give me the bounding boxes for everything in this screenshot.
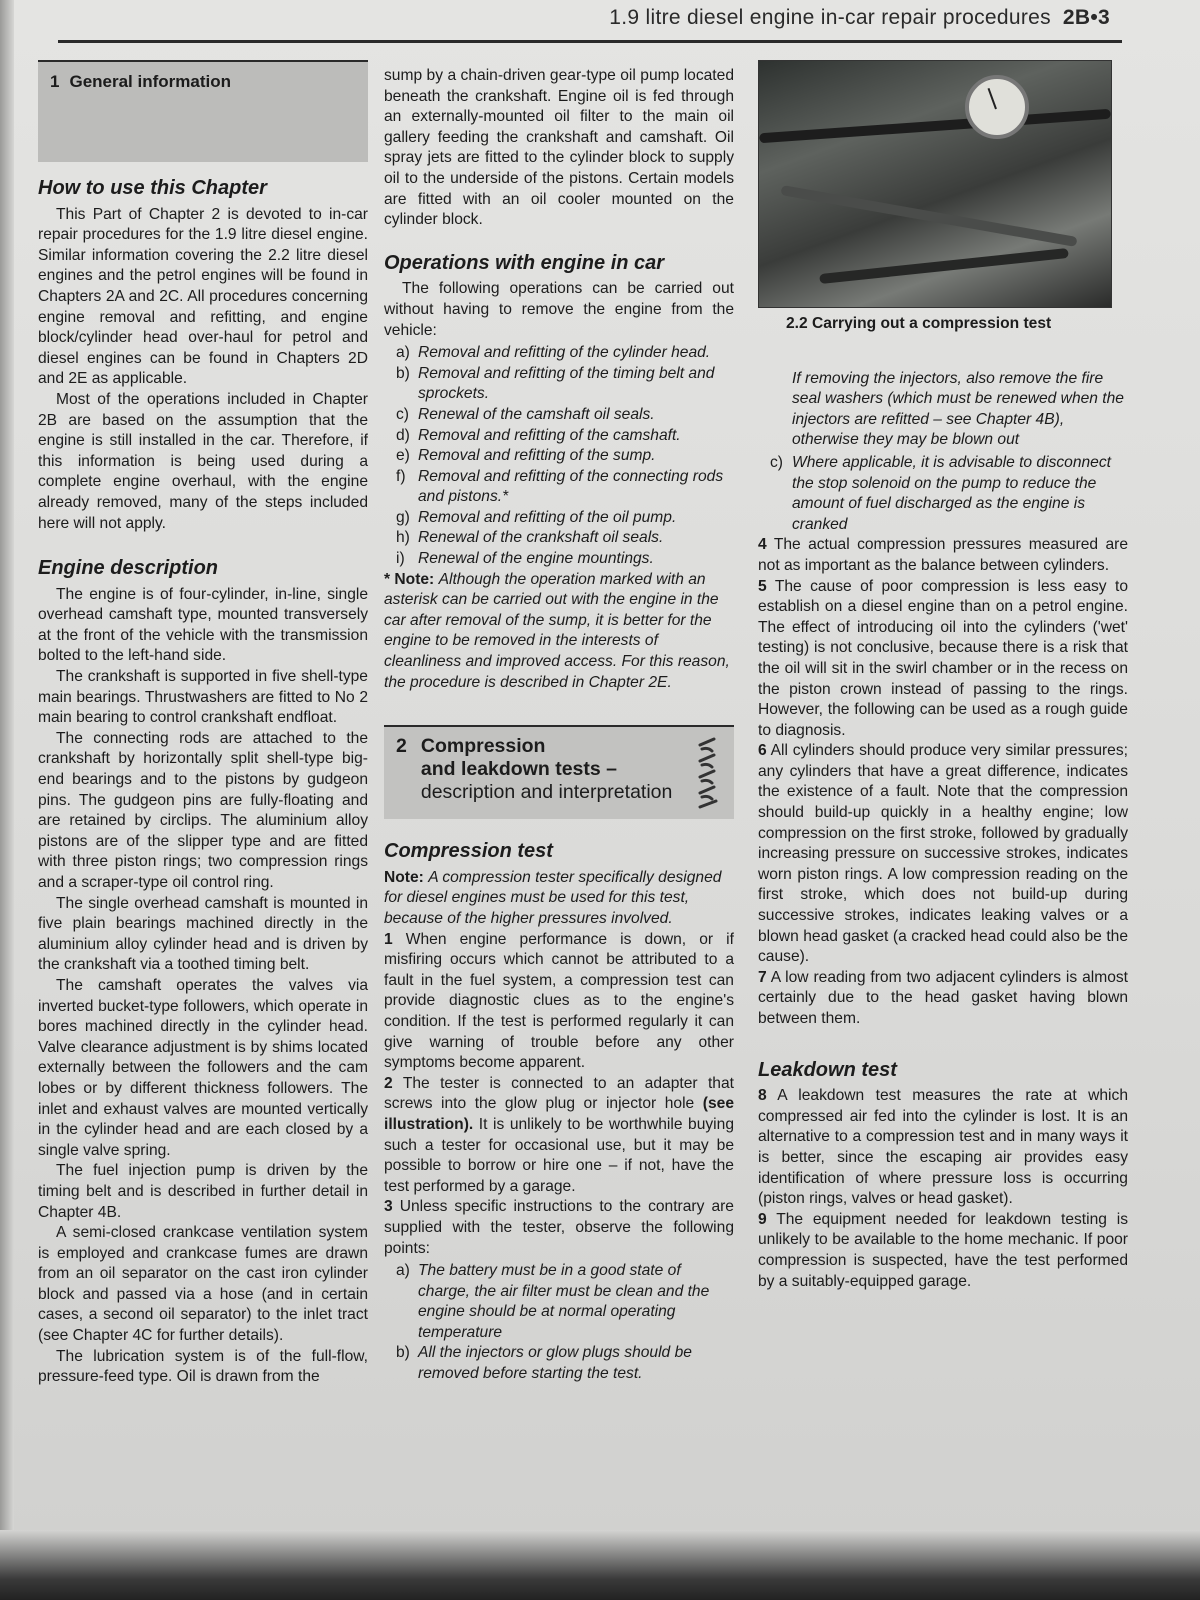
engine-description-paragraph: The camshaft operates the valves via inverted bucket-type followers, which operate in bores machined directly in the cylinder head. Valve clearance adjustment is by shims located externally between the followers and the cam lobes or by different thickness followers. The inlet and exhaust valves are mounted vertically in the cylinder head and are each closed by a single valve spring. — [38, 976, 368, 1159]
engine-description-paragraph: The crankshaft is supported in five shell-type main bearings. Thrustwashers are fitted to No 2 main bearing to control crankshaft endfloat. — [38, 668, 368, 727]
list-item: c) Where applicable, it is advisable to disconnect the stop solenoid on the pump to reduce the amount of fuel discharged as the engine is cranked — [770, 453, 1111, 533]
section-1-box — [38, 60, 368, 162]
engine-description-heading: Engine description — [38, 557, 219, 580]
numbered-paragraph: 3 Unless specific instructions to the contrary are supplied with the tester, observe the following points: — [384, 1198, 734, 1257]
how-to-use-paragraph: This Part of Chapter 2 is devoted to in-car repair procedures for the 1.9 litre diesel engine. Similar information covering the 2.2 litre diesel engines and the petrol engines will be found in Chapters 2A and 2C. All procedures concerning engine removal and refitting, and engine block/cylinder head over-haul for petrol and diesel engines can be found in Chapters 2D and 2E as applicable. — [38, 205, 368, 388]
list-item: g) Removal and refitting of the oil pump. — [396, 508, 677, 526]
running-head — [609, 6, 1110, 30]
list-item: d) Removal and refitting of the camshaft. — [396, 426, 681, 444]
how-to-use-heading: How to use this Chapter — [38, 177, 267, 199]
engine-description-paragraph: The lubrication system is of the full-flow, pressure-feed type. Oil is drawn from the — [38, 1347, 368, 1386]
operations-list — [384, 343, 734, 570]
note-label: Note: — [384, 868, 424, 886]
illustration-ref: (see illustration). — [384, 1095, 734, 1133]
list-item: h) Renewal of the crankshaft oil seals. — [396, 529, 664, 547]
section-2-title-line: description and interpretation — [420, 781, 673, 804]
list-item: e) Removal and refitting of the sump. — [396, 447, 656, 465]
pressure-gauge-icon — [965, 75, 1029, 139]
photo-hose — [759, 109, 1111, 144]
page-binding-shadow — [0, 0, 14, 1600]
numbered-paragraph: 2 The tester is connected to an adapter that screws into the glow plug or injector hole (see illustration). It is unlikely to be worthwhile buying such a tester for occasional use, but it may be possible to borrow or hire one – if not, have the test performed by a garage. — [384, 1074, 734, 1195]
compression-test-photo — [758, 60, 1112, 308]
page-bottom-shadow — [0, 1530, 1200, 1600]
section-2-box — [384, 725, 734, 819]
numbered-paragraph: 1 When engine performance is down, or if misfiring occurs which cannot be attributed to a fault in the fuel system, a compression test can provide diagnostic clues as to the engine's condition. If the test is performed regularly it can give warning of trouble before any other symptoms become apparent. — [384, 930, 734, 1072]
note-text: A compression tester specifically designed for diesel engines must be used for this test, because of the higher pressures involved. — [384, 868, 722, 927]
engine-description-paragraph: The single overhead camshaft is mounted in five plain bearings machined directly in the aluminium alloy cylinder head and is driven by the crankshaft via a toothed timing belt. — [38, 894, 368, 974]
engine-description-paragraph: A semi-closed crankcase ventilation system is employed and crankcase fumes are drawn from an oil separator on the cast iron cylinder block and passed via a hose (and in certain cases, a second oil separator) to the inlet tract (see Chapter 4C for further details). — [38, 1224, 368, 1345]
test-points-list — [384, 1261, 734, 1385]
note-label: * Note: — [384, 570, 435, 588]
engine-description-paragraph: The connecting rods are attached to the crankshaft by horizontally split shell-type big-end bearings and to the pistons by gudgeon pins. The gudgeon pins are fully-floating and are retained by circlips. The aluminium alloy pistons are of the slipper type and are fitted with three piston rings; two compression rings and a scraper-type oil control ring. — [38, 729, 368, 891]
numbered-paragraph: 7 A low reading from two adjacent cylinders is almost certainly due to the head gasket having blown between them. — [758, 968, 1128, 1027]
section-1-title: General information — [69, 72, 231, 91]
operations-note — [384, 570, 734, 694]
section-2-title-line: Compression — [420, 735, 546, 758]
operations-intro: The following operations can be carried out without having to remove the engine from the vehicle: — [384, 280, 734, 339]
numbered-paragraph: 6 All cylinders should produce very similar pressures; any cylinders that have a great difference, indicates the existence of a fault. Note that the compression should build-up quickly in a healthy engine; low compression on the first stroke, followed by gradually increasing pressure on successive strokes, indicates worn piston rings. A low compression reading on the first stroke, which does not build-up during successive strokes, indicates leaking valves or a blown head gasket (a cracked head could also be the cause). — [758, 742, 1128, 966]
running-head-title: 1.9 litre diesel engine in-car repair procedures — [609, 6, 1051, 29]
list-item-continued: If removing the injectors, also remove the fire seal washers (which must be renewed when the injectors are refitted – see Chapter 4B), otherwise they may be blown out — [792, 369, 1124, 449]
note-text: Although the operation marked with an asterisk can be carried out with the engine in the car after removal of the sump, it is better for the engine to be removed in the interests of cleanliness and improved access. For this reason, the procedure is described in Chapter 2E. — [384, 570, 730, 691]
list-item: b) Removal and refitting of the timing belt and sprockets. — [396, 364, 715, 403]
section-2-title-line: and leakdown tests – — [420, 758, 618, 781]
photo-caption: 2.2 Carrying out a compression test — [786, 315, 1052, 332]
column-2 — [384, 66, 734, 1385]
numbered-paragraph: 9 The equipment needed for leakdown testing is unlikely to be available to the home mechanic. If poor compression is suspected, have the test performed by a suitably-equipped garage. — [758, 1210, 1128, 1290]
section-2-number: 2 — [396, 735, 407, 758]
numbered-paragraph: 5 The cause of poor compression is less easy to establish on a diesel engine than on a petrol engine. The effect of introducing oil into the cylinders ('wet' testing) is not conclusive, because there is a risk that the oil will sit in the swirl chamber or in the recess on the piston crown instead of passing to the rings. However, the following can be used as a rough guide to diagnosis. — [758, 577, 1128, 739]
numbered-paragraph: 4 The actual compression pressures measured are not as important as the balance between cylinders. — [758, 536, 1129, 574]
list-item: i) Renewal of the engine mountings. — [396, 550, 654, 568]
list-item: b) All the injectors or glow plugs should be removed before starting the test. — [396, 1344, 692, 1383]
leakdown-test-heading: Leakdown test — [758, 1058, 897, 1081]
difficulty-wrench-icon — [694, 735, 722, 811]
numbered-paragraph: 8 A leakdown test measures the rate at which compressed air fed into the cylinder is lost. It is an alternative to a compression test and in many ways it is better, since the escaping air provides easy identification of where pressure loss is occurring (piston rings, valves or head gasket). — [758, 1087, 1128, 1208]
section-1-number: 1 — [50, 72, 60, 91]
page-number: 2B•3 — [1062, 6, 1110, 29]
test-points-continued — [758, 369, 1128, 536]
how-to-use-paragraph: Most of the operations included in Chapter 2B are based on the assumption that the engine is still installed in the car. Therefore, if this information is being used during a complete engine overhaul, with the engine already removed, many of the steps included here will not apply. — [38, 390, 368, 532]
list-item: c) Renewal of the camshaft oil seals. — [396, 405, 655, 423]
column-3 — [758, 60, 1128, 1292]
test-points-list-c — [758, 453, 1128, 535]
photo-hose — [780, 185, 1077, 247]
column-1 — [38, 60, 368, 1388]
photo-hose — [819, 248, 1069, 284]
list-item: a) Removal and refitting of the cylinder head. — [396, 344, 711, 362]
lubrication-continued: sump by a chain-driven gear-type oil pump located beneath the crankshaft. Engine oil is fed through an externally-mounted oil filter to the main oil gallery feeding the crankshaft and camshaft. Oil spray jets are fitted to the cylinder block to supply oil to the underside of the pistons. Certain models are fitted with an oil cooler mounted on the cylinder block. — [384, 67, 734, 229]
compression-test-heading: Compression test — [384, 840, 553, 863]
engine-description-paragraph: The engine is of four-cylinder, in-line, single overhead camshaft type, mounted transversely at the front of the vehicle with the transmission bolted to the left-hand side. — [38, 585, 368, 665]
list-item: f) Removal and refitting of the connecting rods and pistons.* — [396, 467, 724, 506]
list-item: a) The battery must be in a good state of charge, the air filter must be clean and the engine should be at normal operating temperature — [396, 1262, 710, 1341]
header-rule — [58, 40, 1122, 43]
operations-heading: Operations with engine in car — [384, 251, 665, 274]
engine-description-paragraph: The fuel injection pump is driven by the timing belt and is described in further detail in Chapter 4B. — [38, 1162, 368, 1221]
compression-note — [384, 868, 734, 930]
